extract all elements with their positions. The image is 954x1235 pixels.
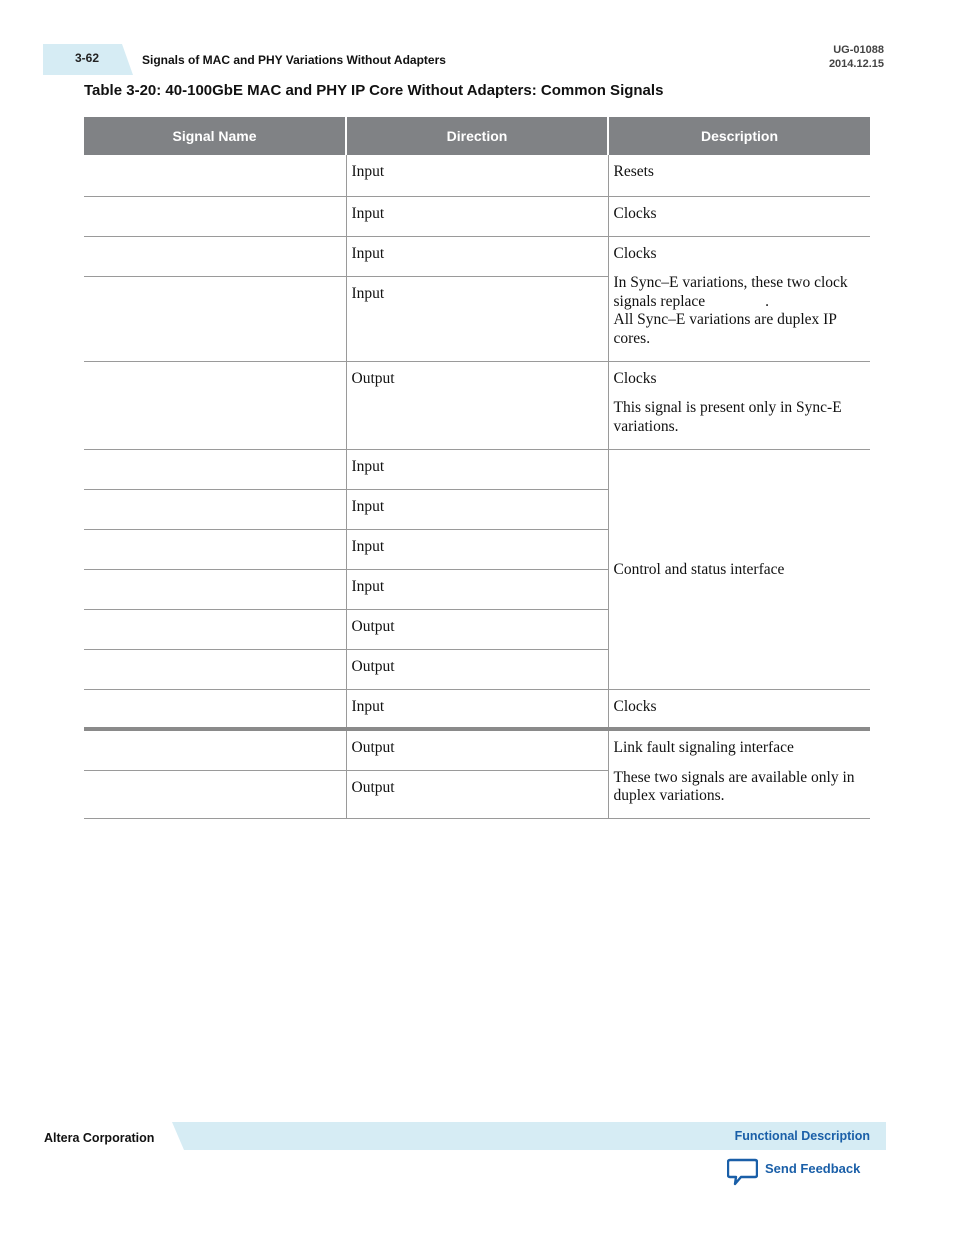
direction-cell: Input	[346, 489, 608, 529]
column-header-description: Description	[608, 117, 870, 155]
direction-cell: Output	[346, 729, 608, 770]
description-cell: Clocks	[608, 196, 870, 236]
description-cell: Control and status interface	[608, 449, 870, 689]
signal-name-cell	[84, 155, 346, 196]
send-feedback-link[interactable]	[727, 1158, 860, 1188]
table-header-row	[84, 117, 870, 155]
signal-name-cell	[84, 609, 346, 649]
document-date: 2014.12.15	[828, 58, 884, 70]
direction-cell: Input	[346, 155, 608, 196]
footer-chapter-link[interactable]: Functional Description	[734, 1129, 870, 1143]
direction-cell: Output	[346, 609, 608, 649]
send-feedback-label: Send Feedback	[765, 1161, 861, 1176]
signal-name-cell	[84, 236, 346, 276]
description-heading: Link fault signaling interface	[613, 739, 794, 756]
direction-cell: Input	[346, 276, 608, 361]
signal-name-cell	[84, 361, 346, 449]
description-cell	[608, 236, 870, 361]
signal-name-cell	[84, 689, 346, 729]
description-cell: Clocks	[608, 689, 870, 729]
direction-cell: Output	[346, 361, 608, 449]
direction-cell: Input	[346, 196, 608, 236]
table-row	[84, 196, 870, 236]
signal-name-cell	[84, 649, 346, 689]
table-row	[84, 729, 870, 770]
direction-cell: Output	[346, 770, 608, 818]
signal-name-cell	[84, 489, 346, 529]
signal-name-cell	[84, 276, 346, 361]
description-cell: Resets	[608, 155, 870, 196]
signal-name-cell	[84, 569, 346, 609]
column-header-direction: Direction	[346, 117, 608, 155]
direction-cell: Input	[346, 569, 608, 609]
direction-cell: Input	[346, 449, 608, 489]
signal-name-cell	[84, 770, 346, 818]
description-note	[614, 274, 866, 348]
description-note: These two signals are available only in duplex variations.	[613, 768, 855, 804]
table-row	[84, 449, 870, 489]
signal-name-cell	[84, 529, 346, 569]
document-id: UG-01088	[833, 44, 884, 56]
signal-name-cell	[84, 729, 346, 770]
description-heading: Clocks	[613, 369, 657, 387]
document-id-block	[829, 43, 884, 71]
page-number: 3-62	[75, 51, 100, 65]
common-signals-table	[84, 117, 870, 819]
signal-name-cell	[84, 196, 346, 236]
table-row	[84, 155, 870, 196]
table-row	[84, 361, 870, 449]
direction-cell: Input	[346, 689, 608, 729]
direction-cell: Output	[346, 649, 608, 689]
running-section-title: Signals of MAC and PHY Variations Without Adapters	[142, 53, 446, 67]
description-cell	[608, 361, 870, 449]
direction-cell: Input	[346, 236, 608, 276]
description-note-text-2: All Sync–E variations are duplex IP cores.	[613, 311, 837, 347]
column-header-signal-name: Signal Name	[84, 117, 346, 155]
direction-cell: Input	[346, 529, 608, 569]
description-cell	[608, 729, 870, 818]
signal-name-cell	[84, 449, 346, 489]
description-note-end: .	[765, 292, 770, 310]
table-caption: Table 3-20: 40-100GbE MAC and PHY IP Core Without Adapters: Common Signals	[84, 82, 664, 99]
description-heading: Clocks	[613, 244, 657, 262]
table-row	[84, 236, 870, 276]
description-note-text: In Sync–E variations, these two clock signals replace	[613, 274, 848, 310]
description-note: This signal is present only in Sync-E variations.	[613, 399, 842, 435]
footer-organization: Altera Corporation	[44, 1131, 155, 1145]
table-row	[84, 689, 870, 729]
speech-bubble-icon	[727, 1158, 758, 1186]
